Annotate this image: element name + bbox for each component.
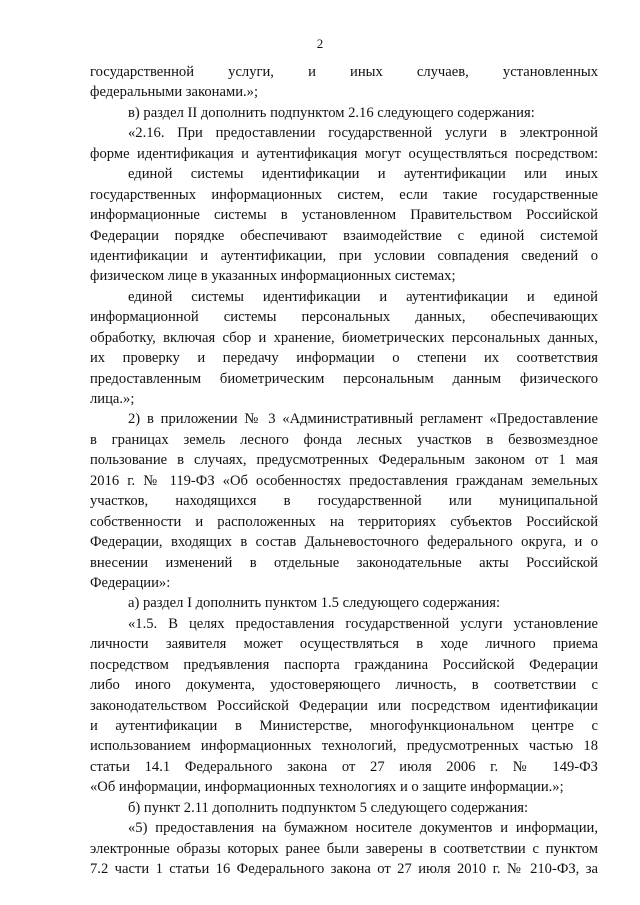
text-line: «2.16. При предоставлении государственной услуги в электронной [128, 125, 598, 142]
text-line: Федерации порядке обеспечивают взаимодействие с единой системой [90, 227, 598, 244]
text-line: 2016 г. № 119-ФЗ «Об особенностях предоставления гражданам земельных [90, 472, 598, 489]
text-line: обработку, включая сбор и хранение, биометрических персональных данных, [90, 329, 598, 346]
text-line: а) раздел I дополнить пунктом 1.5 следующего содержания: [128, 595, 501, 612]
text-line: внесении изменений в отдельные законодательные акты Российской [90, 554, 598, 571]
text-line: и аутентификации в Министерстве, многофункциональном центре с [90, 718, 598, 734]
text-line: единой системы идентификации и аутентификации или иных [128, 166, 598, 183]
text-line: законодательством Российской Федерации или посредством идентификации [90, 697, 598, 714]
text-line: либо иного документа, удостоверяющего личность, в соответствии с [90, 677, 598, 694]
text-line: государственной услуги, и иных случаев, установленных [90, 64, 598, 80]
text-line: пользование в случаях, предусмотренных Федеральным законом от 1 мая [90, 452, 598, 469]
text-line: личности заявителя может осуществляться в ходе личного приема [90, 636, 598, 653]
text-line: б) пункт 2.11 дополнить подпунктом 5 следующего содержания: [128, 799, 529, 816]
text-line: лица.»; [90, 391, 135, 407]
text-line: Федерации, входящих в состав Дальневосточного федерального округа, и о [90, 534, 598, 551]
text-line: их проверку и передачу информации о степени их соответствия [90, 350, 598, 367]
text-line: государственных информационных систем, если такие государственные [90, 186, 598, 203]
text-line: посредством предъявления паспорта гражданина Российской Федерации [90, 656, 598, 673]
text-line: 2) в приложении № 3 «Административный регламент «Предоставление [128, 411, 598, 428]
text-line: использованием информационных технологий, предусмотренных частью 18 [90, 738, 598, 755]
document-body [90, 62, 598, 880]
text-line: «1.5. В целях предоставления государственной услуги установление [128, 615, 598, 632]
text-line: Федерации»: [90, 574, 171, 591]
text-line: форме идентификация и аутентификация могут осуществляться посредством: [90, 145, 598, 162]
page-number: 2 [316, 36, 324, 51]
text-line: статьи 14.1 Федерального закона от 27 июля 2006 г. № 149-ФЗ [90, 758, 598, 775]
text-line: предоставленным биометрическим персональным данным физического [90, 370, 598, 387]
text-line: в) раздел II дополнить подпунктом 2.16 следующего содержания: [128, 104, 535, 121]
text-line: единой системы идентификации и аутентификации и единой [128, 288, 598, 305]
text-line: участков, находящихся в государственной или муниципальной [90, 493, 598, 510]
text-line: физическом лице в указанных информационных системах; [90, 268, 456, 285]
text-line: идентификации и аутентификации, при условии совпадения сведений о [90, 247, 598, 264]
text-line: собственности и расположенных на территориях субъектов Российской [90, 513, 598, 530]
text-line: «Об информации, информационных технологиях и о защите информации.»; [90, 779, 564, 796]
text-line: электронные образы которых ранее были заверены в соответствии с пунктом [90, 840, 598, 857]
text-line: в границах земель лесного фонда лесных участков в безвозмездное [90, 431, 598, 448]
text-line: информационные системы в установленном Правительством Российской [90, 207, 598, 224]
text-line: федеральными законами.»; [90, 84, 259, 101]
text-line: информационной системы персональных данных, обеспечивающих [90, 309, 598, 326]
text-line: «5) предоставления на бумажном носителе документов и информации, [128, 820, 598, 837]
text-line: 7.2 части 1 статьи 16 Федерального закона от 27 июля 2010 г. № 210-ФЗ, за [90, 861, 598, 878]
